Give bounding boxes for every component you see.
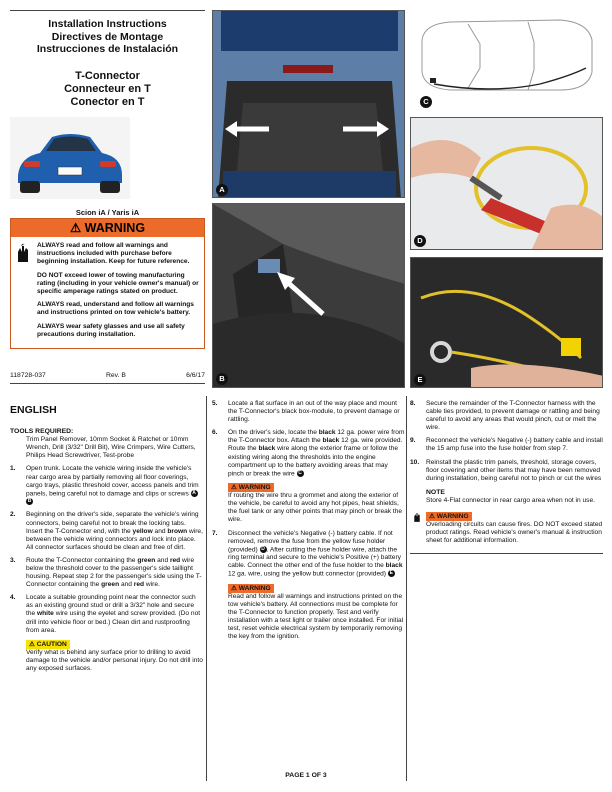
product-es: Conector en T — [70, 95, 145, 108]
wire-color: red — [169, 556, 181, 564]
step-number: 10. — [410, 458, 420, 466]
step-text-part: 12 ga. power wire from the T-Connector box. Attach the — [228, 429, 405, 445]
warning-label — [228, 584, 274, 593]
step-text: Reconnect the vehicle's Negative (-) battery cable and install the 15 amp fuse into the fuse holder from step 7. — [426, 437, 603, 453]
step-text: Locate a flat surface in an out of the way place and mount the T-Connector's black box-module, to prevent damage or rattling. — [228, 400, 400, 424]
step-6 — [212, 429, 405, 478]
note-block — [410, 489, 603, 505]
trunk-photo — [213, 11, 405, 198]
hand-flame-icon — [14, 242, 32, 264]
step-text-part: and — [119, 581, 134, 589]
wire-color: white — [37, 610, 54, 618]
title-en: Installation Instructions — [48, 18, 167, 30]
photo-panel-e — [410, 257, 603, 388]
warning-item — [37, 272, 200, 297]
wire-route-diagram — [410, 10, 603, 110]
car-caption: Scion iA / Yaris iA — [75, 207, 140, 217]
step-text-part: and — [152, 527, 168, 535]
column-2 — [212, 396, 405, 641]
step-number: 4. — [10, 594, 16, 602]
warning-body — [11, 237, 204, 348]
note-label: NOTE — [426, 488, 445, 496]
fuse-holder-photo — [411, 258, 603, 388]
product-names — [10, 70, 205, 109]
doc-date: 6/6/17 — [186, 372, 205, 379]
warning-item-lead: DO NOT — [37, 271, 63, 279]
revision: Rev. B — [105, 372, 126, 379]
wire-color: black — [385, 562, 403, 570]
warning-item-text: exceed lower of towing manufacturing rating (including in your vehicle owner's manual) or specific amperage ratings stated on product. — [37, 271, 199, 296]
product-en: T-Connector — [75, 69, 140, 82]
warning-triangle-icon: ⚠ — [231, 584, 237, 592]
cutting-wire-photo — [411, 118, 603, 250]
warning-item-lead: ALWAYS — [37, 322, 65, 330]
panel-label-b: B — [216, 373, 228, 385]
step-text-part: wire. — [144, 581, 160, 589]
hand-flame-icon — [412, 511, 422, 523]
warning-box — [10, 218, 205, 349]
title-es: Instrucciones de Instalación — [36, 43, 179, 55]
panel-label-a: A — [216, 184, 228, 196]
warning-title: WARNING — [84, 221, 146, 235]
language-heading: ENGLISH — [10, 404, 57, 416]
warning-item-text: wear safety glasses and use all safety precautions during installation. — [37, 322, 185, 338]
warning-triangle-icon: ⚠ — [429, 513, 435, 521]
wire-color: black — [322, 437, 340, 445]
panel-label-c: C — [420, 96, 432, 108]
step-text — [228, 530, 405, 579]
warning-label — [228, 483, 274, 492]
warning-block-3 — [410, 507, 603, 545]
note-text: Store 4-Flat connector in rear cargo area when not in use. — [426, 496, 595, 504]
caution-text: Verify what is behind any surface prior to drilling to avoid damage to the vehicle and/or personal injury. Do not drill into any exposed surfaces. — [26, 648, 203, 673]
step-text: Secure the remainder of the T-Connector harness with the cable ties provided, to prevent damage or rattling and being careful to avoid any areas that would pinch, cut or melt the wire. — [426, 400, 600, 432]
step-text-part: Beginning on the driver's side, separate the vehicle's wiring connectors, being careful not to break the locking tabs. Insert the T-Connector end, with the — [26, 511, 199, 535]
warning-triangle-icon: ⚠ — [231, 484, 237, 492]
panel-label-d: D — [414, 235, 426, 247]
caution-label-text: CAUTION — [36, 640, 67, 648]
step-text-part: 12 ga. wire, using the yellow butt connector (provided) — [228, 570, 386, 578]
ref-circle-e-icon: E — [389, 570, 393, 577]
warning-item-text: read and follow all warnings and instructions included with purchase before beginning installation. Keep for future reference. — [37, 242, 190, 266]
wire-color: brown — [167, 527, 188, 535]
step-number: 9. — [410, 437, 416, 445]
warning-triangle-icon: ⚠ — [69, 221, 82, 235]
step-text: Reinstall the plastic trim panels, threshold, storage covers, floor covering and other items that may have been removed during installation, being careful not to pinch or cut the wires — [426, 458, 602, 482]
caution-block — [10, 635, 203, 673]
step-text — [26, 594, 203, 634]
car-photo — [10, 117, 130, 199]
step-text-part: 12 ga. wire provided. Route the — [228, 437, 403, 453]
step-number: 5. — [212, 400, 218, 407]
tools-list: Trim Panel Remover, 10mm Socket & Ratchet or 10mm Wrench, Drill (3/32" Drill Bit), Wire Crimpers, Wire Cutters, Philips Head Screwdriver, Test-probe — [26, 436, 196, 460]
step-4 — [10, 594, 203, 634]
warning-text: If routing the wire thru a grommet and along the exterior of the vehicle, be careful to avoid any hot pipes, heat shields, the fuel tank or any other points that may pinch or break the wire. — [228, 492, 403, 524]
caution-triangle-icon: ⚠ — [29, 640, 35, 648]
step-text-body: Open trunk. Locate the vehicle wiring inside the vehicle's rear cargo area by partially removing all floor coverings, cargo trays, plastic threshold cover, access panels and trim panels, being careful not to damage and clips or screws — [26, 465, 199, 497]
step-2 — [10, 511, 203, 551]
step-text-part: Route the T-Connector containing the — [26, 556, 138, 564]
product-fr: Connecteur en T — [64, 82, 151, 95]
step-number: 8. — [410, 400, 416, 407]
step-number: 1. — [10, 465, 16, 473]
warning-item-text: read, understand and follow all warnings and instructions printed on tow vehicle's battery. — [37, 301, 194, 317]
step-text-part: Locate a suitable grounding point near the connector such as an existing ground stud or drill a 3/32" hole and secure the — [26, 594, 196, 618]
page-number: PAGE 1 OF 3 — [285, 772, 327, 779]
step-text-part: Disconnect the vehicle's Negative (-) battery cable. If not removed, remove the fuse from the yellow fuse holder (provided) — [228, 529, 393, 553]
step-9 — [410, 437, 603, 453]
step-7 — [212, 530, 405, 579]
warning-label-text: WARNING — [436, 513, 469, 521]
step-number: 2. — [10, 511, 16, 519]
step-text — [26, 465, 203, 506]
step-number: 6. — [212, 429, 218, 437]
wire-color: red — [133, 581, 145, 589]
step-text-part: wire, between the vehicle wiring connectors and lock into place. All connector surfaces should be clean and free of dirt. — [26, 527, 203, 551]
step-1 — [10, 465, 203, 506]
column-divider — [206, 396, 207, 781]
wire-color: yellow — [132, 527, 153, 535]
wire-color: green — [137, 556, 156, 564]
step-text-part: and — [155, 556, 170, 564]
warning-block-2 — [212, 579, 405, 642]
step-text-part: . After cutting the fuse holder wire, attach the ring terminal and secure to the vehicle's Positive (+) battery cable. Connect the other end of the fuse holder to the — [228, 546, 401, 570]
step-text-part: On the driver's side, locate the — [228, 429, 319, 437]
warning-item — [37, 301, 200, 317]
photo-panel-d — [410, 117, 603, 250]
part-number: 118728-037 — [10, 372, 46, 379]
taillight-interior-photo — [213, 204, 405, 388]
warning-title-bar — [11, 219, 204, 237]
warning-item-lead: ALWAYS — [37, 242, 65, 249]
document-info — [10, 372, 205, 384]
diagram-panel-c — [410, 10, 603, 110]
column-1 — [10, 396, 203, 673]
warning-text: Overloading circuits can cause fires. DO NOT exceed stated product ratings. Read vehicle's owner's manual & instruction sheet for additional information. — [426, 521, 603, 545]
step-8 — [410, 400, 603, 432]
warning-block-1 — [212, 478, 405, 524]
tools-heading: TOOLS REQUIRED: — [10, 428, 74, 436]
step-5 — [212, 400, 405, 424]
ref-circle-d-icon: D — [261, 545, 265, 552]
ref-circle-a-icon: A — [192, 489, 196, 496]
step-text-part: wire below the threshold cover to the passenger's side taillight housing. Repeat step 2 for the passenger's side using the T-Connector containing the — [26, 556, 202, 589]
warning-label-text: WARNING — [238, 584, 271, 592]
step-text — [228, 429, 405, 478]
step-number: 7. — [212, 529, 218, 537]
step-3 — [10, 557, 203, 589]
warning-item — [37, 242, 200, 267]
document-titles — [10, 18, 205, 56]
column-3 — [410, 396, 603, 554]
wire-color: green — [101, 581, 120, 589]
ref-circle-c-icon: C — [298, 469, 302, 476]
step-text-part: wire using the eyelet and screw provided. (Do not drill into vehicle floor or bed.) Clean dirt and rustproofing from area. — [26, 610, 201, 634]
warning-text: Read and follow all warnings and instructions printed on the tow vehicle's battery. All connections must be complete for the T-Connector to function properly. Test and verify installation with a test light or trailer once installed. For initial test, reset vehicle electrical system by temporarily removing the key from the ignition. — [228, 592, 404, 641]
step-10 — [410, 459, 603, 483]
panel-label-e: E — [414, 374, 426, 386]
step-text — [26, 511, 203, 551]
warning-label-text: WARNING — [238, 484, 271, 492]
title-fr: Directives de Montage — [51, 30, 164, 43]
caution-label — [26, 640, 70, 649]
column-divider — [406, 396, 407, 781]
section-end-rule — [410, 553, 603, 554]
photo-panel-b — [212, 203, 405, 388]
header-block — [10, 10, 205, 382]
warning-item — [37, 323, 200, 339]
step-text-part: wire along the exterior frame or follow the existing wiring along the thresholds into the engine compartment up to the battery avoiding areas that may pinch or break the wire — [228, 445, 399, 477]
wire-color: black — [318, 429, 336, 437]
warning-item-lead: ALWAYS — [37, 301, 65, 309]
photo-panel-a — [212, 10, 405, 198]
step-text — [26, 557, 203, 589]
step-number: 3. — [10, 556, 16, 564]
ref-circle-b-icon: B — [27, 498, 32, 505]
warning-label — [426, 512, 472, 521]
wire-color: black — [258, 445, 276, 453]
